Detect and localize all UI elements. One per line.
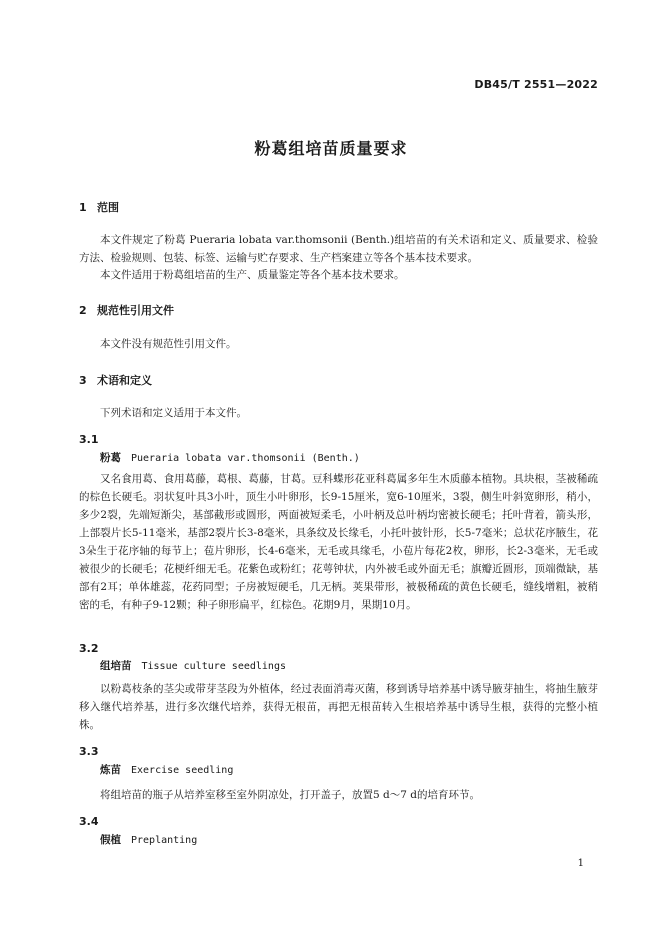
term-heading: [100, 762, 233, 777]
term-chinese-name: 粉葛: [100, 452, 121, 464]
section-title: 范围: [97, 201, 119, 214]
section-number: 2: [79, 304, 87, 317]
term-heading: [100, 658, 286, 673]
term-chinese-name: 炼苗: [100, 764, 121, 776]
section-number: 3: [79, 374, 87, 387]
section-number: 1: [79, 201, 87, 214]
section-title: 规范性引用文件: [97, 304, 174, 317]
term-number: 3.4: [79, 815, 99, 828]
section-heading-terms-definitions: [79, 372, 152, 388]
section-title: 术语和定义: [97, 374, 152, 387]
term-heading: [100, 450, 360, 465]
term-english-name: Tissue culture seedlings: [141, 661, 286, 672]
page-number: 1: [577, 858, 584, 869]
term-definition: 以粉葛枝条的茎尖或带芽茎段为外植体，经过表面消毒灭菌，移到诱导培养基中诱导腋芽抽生，将抽生腋芽移入继代培养基，进行多次继代培养，获得无根苗，再把无根苗转入生根培养基中诱导生根，获得的完整小植株。: [79, 683, 598, 731]
term-english-name: Preplanting: [131, 835, 198, 846]
term-chinese-name: 组培苗: [100, 660, 132, 672]
section-heading-scope: [79, 199, 119, 215]
term-number: 3.1: [79, 433, 99, 446]
terms-intro-paragraph: 下列术语和定义适用于本文件。: [100, 407, 247, 419]
term-heading: [100, 832, 197, 847]
term-number: 3.3: [79, 745, 99, 758]
term-number: 3.2: [79, 642, 99, 655]
document-title: 粉葛组培苗质量要求: [254, 139, 408, 158]
term-definition: 将组培苗的瓶子从培养室移至室外阴凉处，打开盖子，放置5 d～7 d的培育环节。: [100, 789, 480, 801]
scope-paragraph-2: 本文件适用于粉葛组培苗的生产、质量鉴定等各个基本技术要求。: [100, 269, 405, 281]
term-english-name: Exercise seedling: [131, 765, 234, 776]
normative-references-paragraph: 本文件没有规范性引用文件。: [100, 338, 237, 350]
term-english-name: Pueraria lobata var.thomsonii (Benth.): [131, 453, 360, 464]
scope-paragraph-1: 本文件规定了粉葛 Pueraria lobata var.thomsonii (Benth.)组培苗的有关术语和定义、质量要求、检验方法、检验规则、包装、标签、运输与贮存要求、生产档案建立等各个基本技术要求。: [79, 234, 598, 264]
section-heading-normative-references: [79, 302, 174, 318]
term-chinese-name: 假植: [100, 834, 121, 846]
term-definition: 又名食用葛、食用葛藤，葛根、葛藤，甘葛。豆科蝶形花亚科葛属多年生木质藤本植物。具块根，茎被稀疏的棕色长硬毛。羽状复叶具3小叶，顶生小叶卵形，长9-15厘米，宽6-10厘米，3裂，侧生叶斜宽卵形，稍小，多少2裂，先端短渐尖，基部截形或圆形，两面被短柔毛，小叶柄及总叶柄均密被长硬毛；托叶背着，箭头形，上部裂片长5-11毫米，基部2裂片长3-8毫米，具条纹及长缘毛，小托叶披针形，长5-7毫米；总状花序腋生，花3朵生于花序轴的每节上；苞片卵形，长4-6毫米，无毛或具缘毛，小苞片每花2枚，卵形，长2-3毫米，无毛或被很少的长硬毛；花梗纤细无毛。花紫色或粉红；花萼钟状，内外被毛或外面无毛；旗瓣近圆形，顶端微缺，基部有2耳；单体雄蕊，花药同型；子房被短硬毛，几无柄。荚果带形，被极稀疏的黄色长硬毛，缝线增粗，被稍密的毛，有种子9-12颗；种子卵形扁平，红棕色。花期9月，果期10月。: [79, 473, 598, 611]
standard-code: DB45/T 2551—2022: [474, 78, 598, 91]
